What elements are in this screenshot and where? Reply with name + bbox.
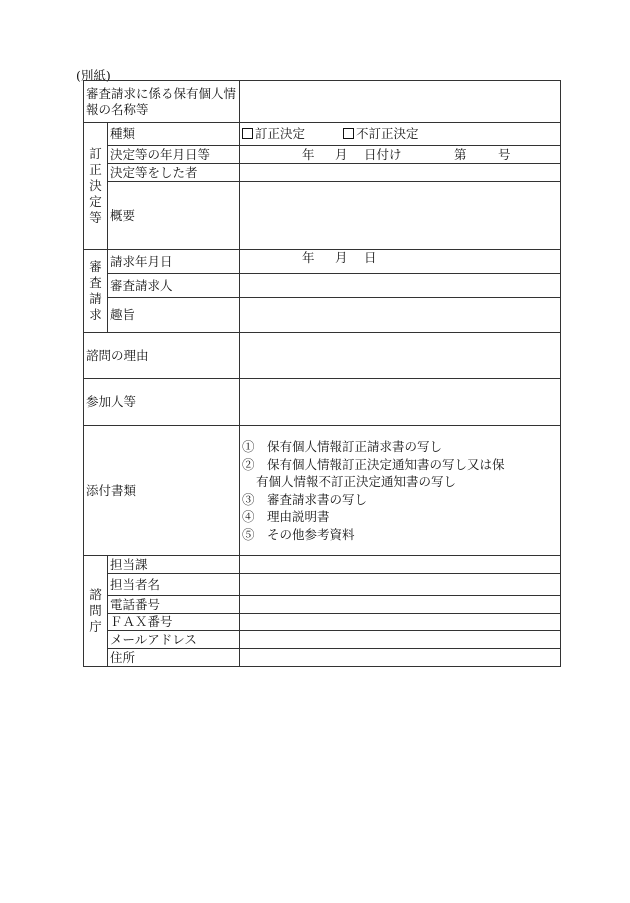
consultation-form-table: [83, 80, 561, 667]
decision-maker-value: [240, 164, 561, 182]
attachment-item: ⑤ その他参考資料: [242, 526, 355, 542]
agency-row-label: 電話番号: [108, 596, 240, 614]
option-correction[interactable]: 訂正決定: [242, 126, 305, 141]
option-no-correction[interactable]: 不訂正決定: [343, 126, 419, 141]
type-options: [240, 123, 561, 146]
attachments-list: [240, 426, 561, 556]
agency-row-value: [240, 631, 561, 649]
participants-label: 参加人等: [84, 379, 240, 426]
request-date-label: 請求年月日: [108, 250, 240, 274]
agency-row-label: メールアドレス: [108, 631, 240, 649]
agency-row-label: 担当課: [108, 556, 240, 574]
summary-value: [240, 182, 561, 250]
attachment-item: ③ 審査請求書の写し: [242, 491, 368, 507]
purpose-label: 趣旨: [108, 298, 240, 333]
attachments-label: 添付書類: [84, 426, 240, 556]
requester-value: [240, 274, 561, 298]
decision-date-value: 年 月 日付け 第 号: [240, 146, 561, 164]
checkbox-icon: [242, 128, 253, 139]
agency-row-value: [240, 574, 561, 596]
decision-date-label: 決定等の年月日等: [108, 146, 240, 164]
agency-row-label: ＦＡＸ番号: [108, 614, 240, 631]
attachment-item: ④ 理由説明書: [242, 509, 330, 524]
summary-label: 概要: [108, 182, 240, 250]
name-value: [240, 81, 561, 123]
agency-row-label: 担当者名: [108, 574, 240, 596]
caption: (別紙): [76, 68, 111, 83]
agency-row-value: [240, 596, 561, 614]
reason-value: [240, 333, 561, 379]
request-group-label: 審 査 請 求: [84, 250, 108, 333]
decision-maker-label: 決定等をした者: [108, 164, 240, 182]
requester-label: 審査請求人: [108, 274, 240, 298]
attachment-item-continuation: 有個人情報不訂正決定通知書の写し: [256, 474, 457, 489]
agency-row-value: [240, 649, 561, 667]
attachment-item: ② 保有個人情報訂正決定通知書の写し又は保: [242, 456, 505, 472]
agency-row-value: [240, 556, 561, 574]
agency-row-value: [240, 614, 561, 631]
reason-label: 諮問の理由: [84, 333, 240, 379]
request-date-value: 年 月 日: [240, 250, 561, 274]
name-label: 審査請求に係る保有個人情報の名称等: [84, 81, 240, 123]
participants-value: [240, 379, 561, 426]
agency-group-label: 諮 問 庁: [84, 556, 108, 667]
agency-row-label: 住所: [108, 649, 240, 667]
decision-group-label: 訂 正 決 定 等: [84, 123, 108, 250]
attachment-item: ① 保有個人情報訂正請求書の写し: [242, 439, 443, 454]
type-label: 種類: [108, 123, 240, 146]
purpose-value: [240, 298, 561, 333]
checkbox-icon: [343, 128, 354, 139]
